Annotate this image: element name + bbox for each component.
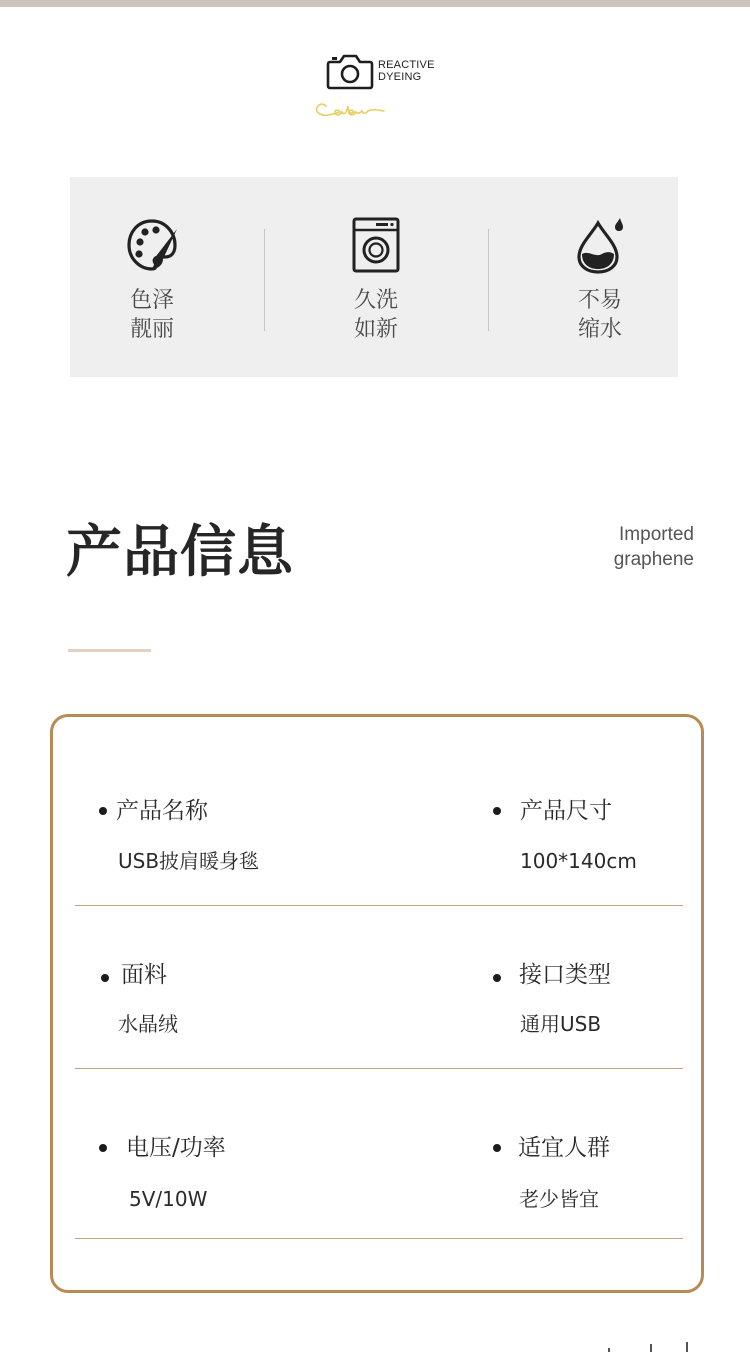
info-value: 通用USB xyxy=(520,1012,602,1036)
info-value: 水晶绒 xyxy=(118,1012,178,1036)
subtitle-line1: Imported xyxy=(619,524,694,545)
water-drop-icon xyxy=(571,215,629,275)
feature-no-shrink xyxy=(520,177,680,377)
row-divider xyxy=(75,1068,683,1069)
brand-logo xyxy=(326,50,456,120)
feature-label-line2: 缩水 xyxy=(577,317,622,342)
info-label: 产品尺寸 xyxy=(520,798,612,824)
feature-label-line1: 久洗 xyxy=(353,288,398,313)
logo-text-reactive: REACTIVE xyxy=(378,59,435,71)
product-info-card xyxy=(50,714,704,1293)
info-label: 面料 xyxy=(121,962,167,988)
bullet-icon xyxy=(101,974,109,982)
info-label: 接口类型 xyxy=(519,962,611,988)
bullet-icon xyxy=(493,974,501,982)
title-underline xyxy=(68,649,151,652)
feature-divider xyxy=(264,229,265,331)
washing-machine-icon xyxy=(347,215,405,275)
palette-icon xyxy=(123,215,181,275)
bullet-icon xyxy=(493,1144,501,1152)
info-value: 100*140cm xyxy=(520,849,637,873)
camera-icon xyxy=(326,50,374,90)
feature-label-line2: 靓丽 xyxy=(129,317,174,342)
info-value: 5V/10W xyxy=(129,1187,208,1211)
info-value: 老少皆宜 xyxy=(519,1187,599,1211)
feature-vivid-color xyxy=(72,177,232,377)
bullet-icon xyxy=(493,807,501,815)
bullet-icon xyxy=(99,1144,107,1152)
feature-label-line1: 不易 xyxy=(577,288,622,313)
info-label: 适宜人群 xyxy=(518,1135,610,1161)
info-label: 电压/功率 xyxy=(126,1135,226,1161)
feature-divider xyxy=(488,229,489,331)
feature-wash-like-new xyxy=(296,177,456,377)
color-script-logo xyxy=(312,96,422,122)
row-divider xyxy=(75,905,683,906)
info-value: USB披肩暖身毯 xyxy=(118,849,260,873)
section-subtitle xyxy=(614,522,694,572)
row-divider xyxy=(75,1238,683,1239)
top-stripe xyxy=(0,0,750,7)
info-label: 产品名称 xyxy=(116,798,208,824)
features-panel xyxy=(70,177,678,377)
subtitle-line2: graphene xyxy=(613,549,694,570)
feature-label-line1: 色泽 xyxy=(129,288,174,313)
bullet-icon xyxy=(99,807,107,815)
feature-label-line2: 如新 xyxy=(353,317,398,342)
logo-text-dyeing: DYEING xyxy=(378,71,422,83)
section-title: 产品信息 xyxy=(66,520,294,585)
cropped-text-fragment xyxy=(606,1340,696,1352)
